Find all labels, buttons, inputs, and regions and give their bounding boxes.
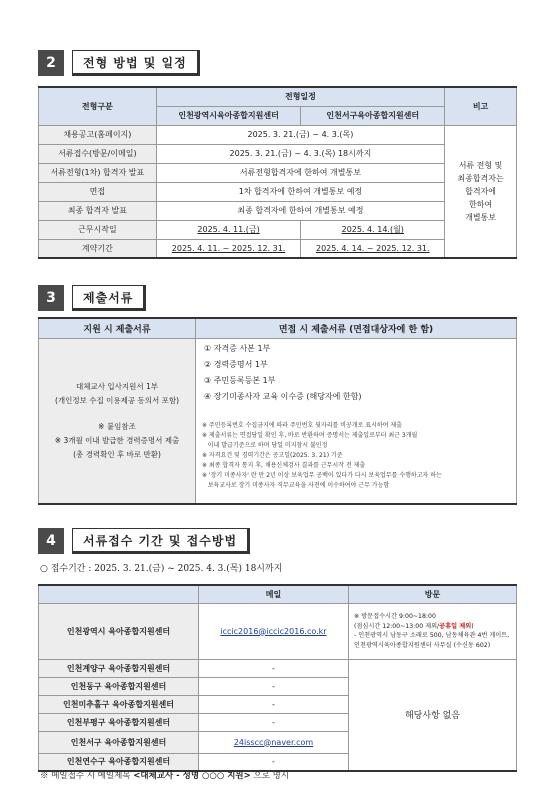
note-line: 이내 발급기준으로 하며 당일 미지참시 불인정 <box>202 441 328 449</box>
section-3-header <box>38 285 146 311</box>
row-value: 서류전형합격자에 한하여 개별통보 <box>156 163 444 182</box>
interview-docs-list <box>196 338 517 408</box>
section-title: 서류접수 기간 및 접수방법 <box>72 528 250 554</box>
row-label: 서류전형(1차) 합격자 발표 <box>39 163 157 182</box>
interview-doc-item: ② 경력증명서 1부 <box>204 360 268 370</box>
section-title: 전형 방법 및 일정 <box>72 50 200 76</box>
header-visit: 방문 <box>349 585 517 603</box>
contract-b: 2025. 4. 14. ~ 2025. 12. 31. <box>301 239 445 258</box>
email-link[interactable]: iccic2016@iccic2016.co.kr <box>220 626 327 636</box>
apply-doc-line: (총 경력확인 후 바로 반환) <box>73 449 161 459</box>
section-number: 4 <box>38 528 64 554</box>
interview-doc-item: ④ 장기미종사자 교육 이수증 (해당자에 한함) <box>204 392 362 402</box>
note-line: ※ 주민등록번호 수집금지에 따라 주민번호 뒷자리를 비공개로 표시하여 제출 <box>202 421 402 429</box>
holiday-excluded-text: 공휴일 제외 <box>439 622 472 630</box>
section-2-header <box>38 50 200 76</box>
center-email[interactable] <box>199 731 349 753</box>
section-4-header <box>38 528 250 554</box>
visit-note-line: ※ 방문접수시간 9:00~18:00 <box>354 613 436 620</box>
center-email: - <box>199 677 349 695</box>
note-cell <box>445 125 517 258</box>
note-line: ※ 제출서류는 면접당일 확인 후, 바로 반환하며 증명서는 제출일로부터 최근 3개월 <box>202 431 418 439</box>
note-line: 보육교사로 장기 미종사자 직무교육을 사전에 이수하여야 근무 가능함 <box>202 481 390 489</box>
center-name: 인천서구 육아종합지원센터 <box>39 731 199 753</box>
header-blank <box>39 585 199 603</box>
center-name: 인천미추홀구 육아종합지원센터 <box>39 695 199 713</box>
header-note: 비고 <box>445 87 517 125</box>
center-name: 인천동구 육아종합지원센터 <box>39 677 199 695</box>
interview-doc-item: ③ 주민등록등본 1부 <box>204 376 276 386</box>
center-email: - <box>199 695 349 713</box>
note-line: ※ '장기 미종사자' 란 만 2년 이상 보육업무 공백이 있다가 다시 보육업무를 수행하고자 하는 <box>202 471 442 479</box>
visit-note-line: - 인천광역시 남동구 소래로 500, 남동체육관 4번 게이트, <box>354 632 510 639</box>
apply-doc-line: 대체교사 입사지원서 1부 <box>76 381 158 391</box>
submission-table <box>38 584 517 772</box>
note-line: 개별통보 <box>465 212 497 222</box>
row-value: 1차 합격자에 한하여 개별통보 예정 <box>156 182 444 201</box>
row-label: 채용공고(홈페이지) <box>39 125 157 144</box>
documents-table <box>38 317 517 505</box>
note-line: ※ 최종 합격자 통지 후, 채용신체검사 결과를 근무시작 전 제출 <box>202 461 366 469</box>
note-line: 서류 전형 및 <box>458 160 503 170</box>
apply-doc-line: ※ 붙임참조 <box>98 421 136 431</box>
start-date-a: 2025. 4. 11.(금) <box>156 220 301 239</box>
row-value: 최종 합격자에 한하여 개별통보 예정 <box>156 201 444 220</box>
header-type: 전형구분 <box>39 87 157 125</box>
apply-docs-cell <box>39 338 196 504</box>
row-label-start: 근무시작일 <box>39 220 157 239</box>
row-value: 2025. 3. 21.(금) ~ 4. 3.(목) <box>156 125 444 144</box>
section-number: 3 <box>38 285 64 311</box>
center-name: 인천계양구 육아종합지원센터 <box>39 659 199 677</box>
center-email: - <box>199 659 349 677</box>
header-interview-docs: 면접 시 제출서류 (면접대상자에 한 함) <box>196 318 517 338</box>
row-value: 2025. 3. 21.(금) ~ 4. 3.(목) 18시까지 <box>156 144 444 163</box>
center-email[interactable] <box>199 603 349 659</box>
row-label: 면접 <box>39 182 157 201</box>
visit-note-line: 인천광역시육아종합지원센터 사무실 (수신동 602) <box>354 641 491 649</box>
header-center-a: 인천광역시육아종합지원센터 <box>156 106 301 125</box>
section-title: 제출서류 <box>72 285 146 311</box>
footnote-subject: <대체교사 - 성명 ○○○ 지원> <box>133 771 251 781</box>
application-period: ○ 접수기간 : 2025. 3. 21.(금) ~ 2025. 4. 3.(목) 18시까지 <box>40 564 283 574</box>
center-name: 인천부평구 육아종합지원센터 <box>39 713 199 731</box>
schedule-table <box>38 86 517 259</box>
footnote-text: ※ 메일접수 시 메일제목 <box>40 771 134 781</box>
section-number: 2 <box>38 50 64 76</box>
row-label-contract: 계약기간 <box>39 239 157 258</box>
note-line: 최종합격자는 <box>457 173 504 183</box>
visit-note-line <box>354 622 511 632</box>
start-date-b: 2025. 4. 14.(월) <box>301 220 445 239</box>
center-name: 인천연수구 육아종합지원센터 <box>39 753 199 771</box>
visit-note-text: ) <box>471 622 474 630</box>
center-name: 인천광역시 육아종합지원센터 <box>39 603 199 659</box>
note-line: ※ 자격요건 및 경력기간은 공고일(2025. 3. 21) 기준 <box>202 451 343 459</box>
interview-notes <box>196 408 517 504</box>
interview-doc-item: ① 자격증 사본 1부 <box>204 344 271 354</box>
row-label: 서류접수(방문/이메일) <box>39 144 157 163</box>
visit-none: 해당사항 없음 <box>349 659 517 771</box>
footnote-text: 으로 명시 <box>250 771 290 781</box>
apply-doc-line: (개인정보 수집 이용제공 동의서 포함) <box>54 395 180 405</box>
center-email: - <box>199 753 349 771</box>
apply-doc-line: ※ 3개월 이내 발급한 경력증명서 제출 <box>54 435 180 445</box>
email-link[interactable]: 24isscc@naver.com <box>233 737 314 747</box>
note-line: 한하여 <box>468 199 493 209</box>
center-email: - <box>199 713 349 731</box>
header-mail: 메일 <box>199 585 349 603</box>
contract-a: 2025. 4. 11. ~ 2025. 12. 31. <box>156 239 301 258</box>
visit-info <box>349 603 517 659</box>
note-line: 합격자에 <box>465 186 497 196</box>
row-label: 최종 합격자 발표 <box>39 201 157 220</box>
header-apply-docs: 지원 시 제출서류 <box>39 318 196 338</box>
visit-note-text: (점심시간 12:00~13:00 제외/ <box>354 622 440 630</box>
mail-subject-footnote <box>40 769 289 781</box>
header-center-b: 인천서구육아종합지원센터 <box>301 106 445 125</box>
header-schedule: 전형일정 <box>156 87 444 106</box>
